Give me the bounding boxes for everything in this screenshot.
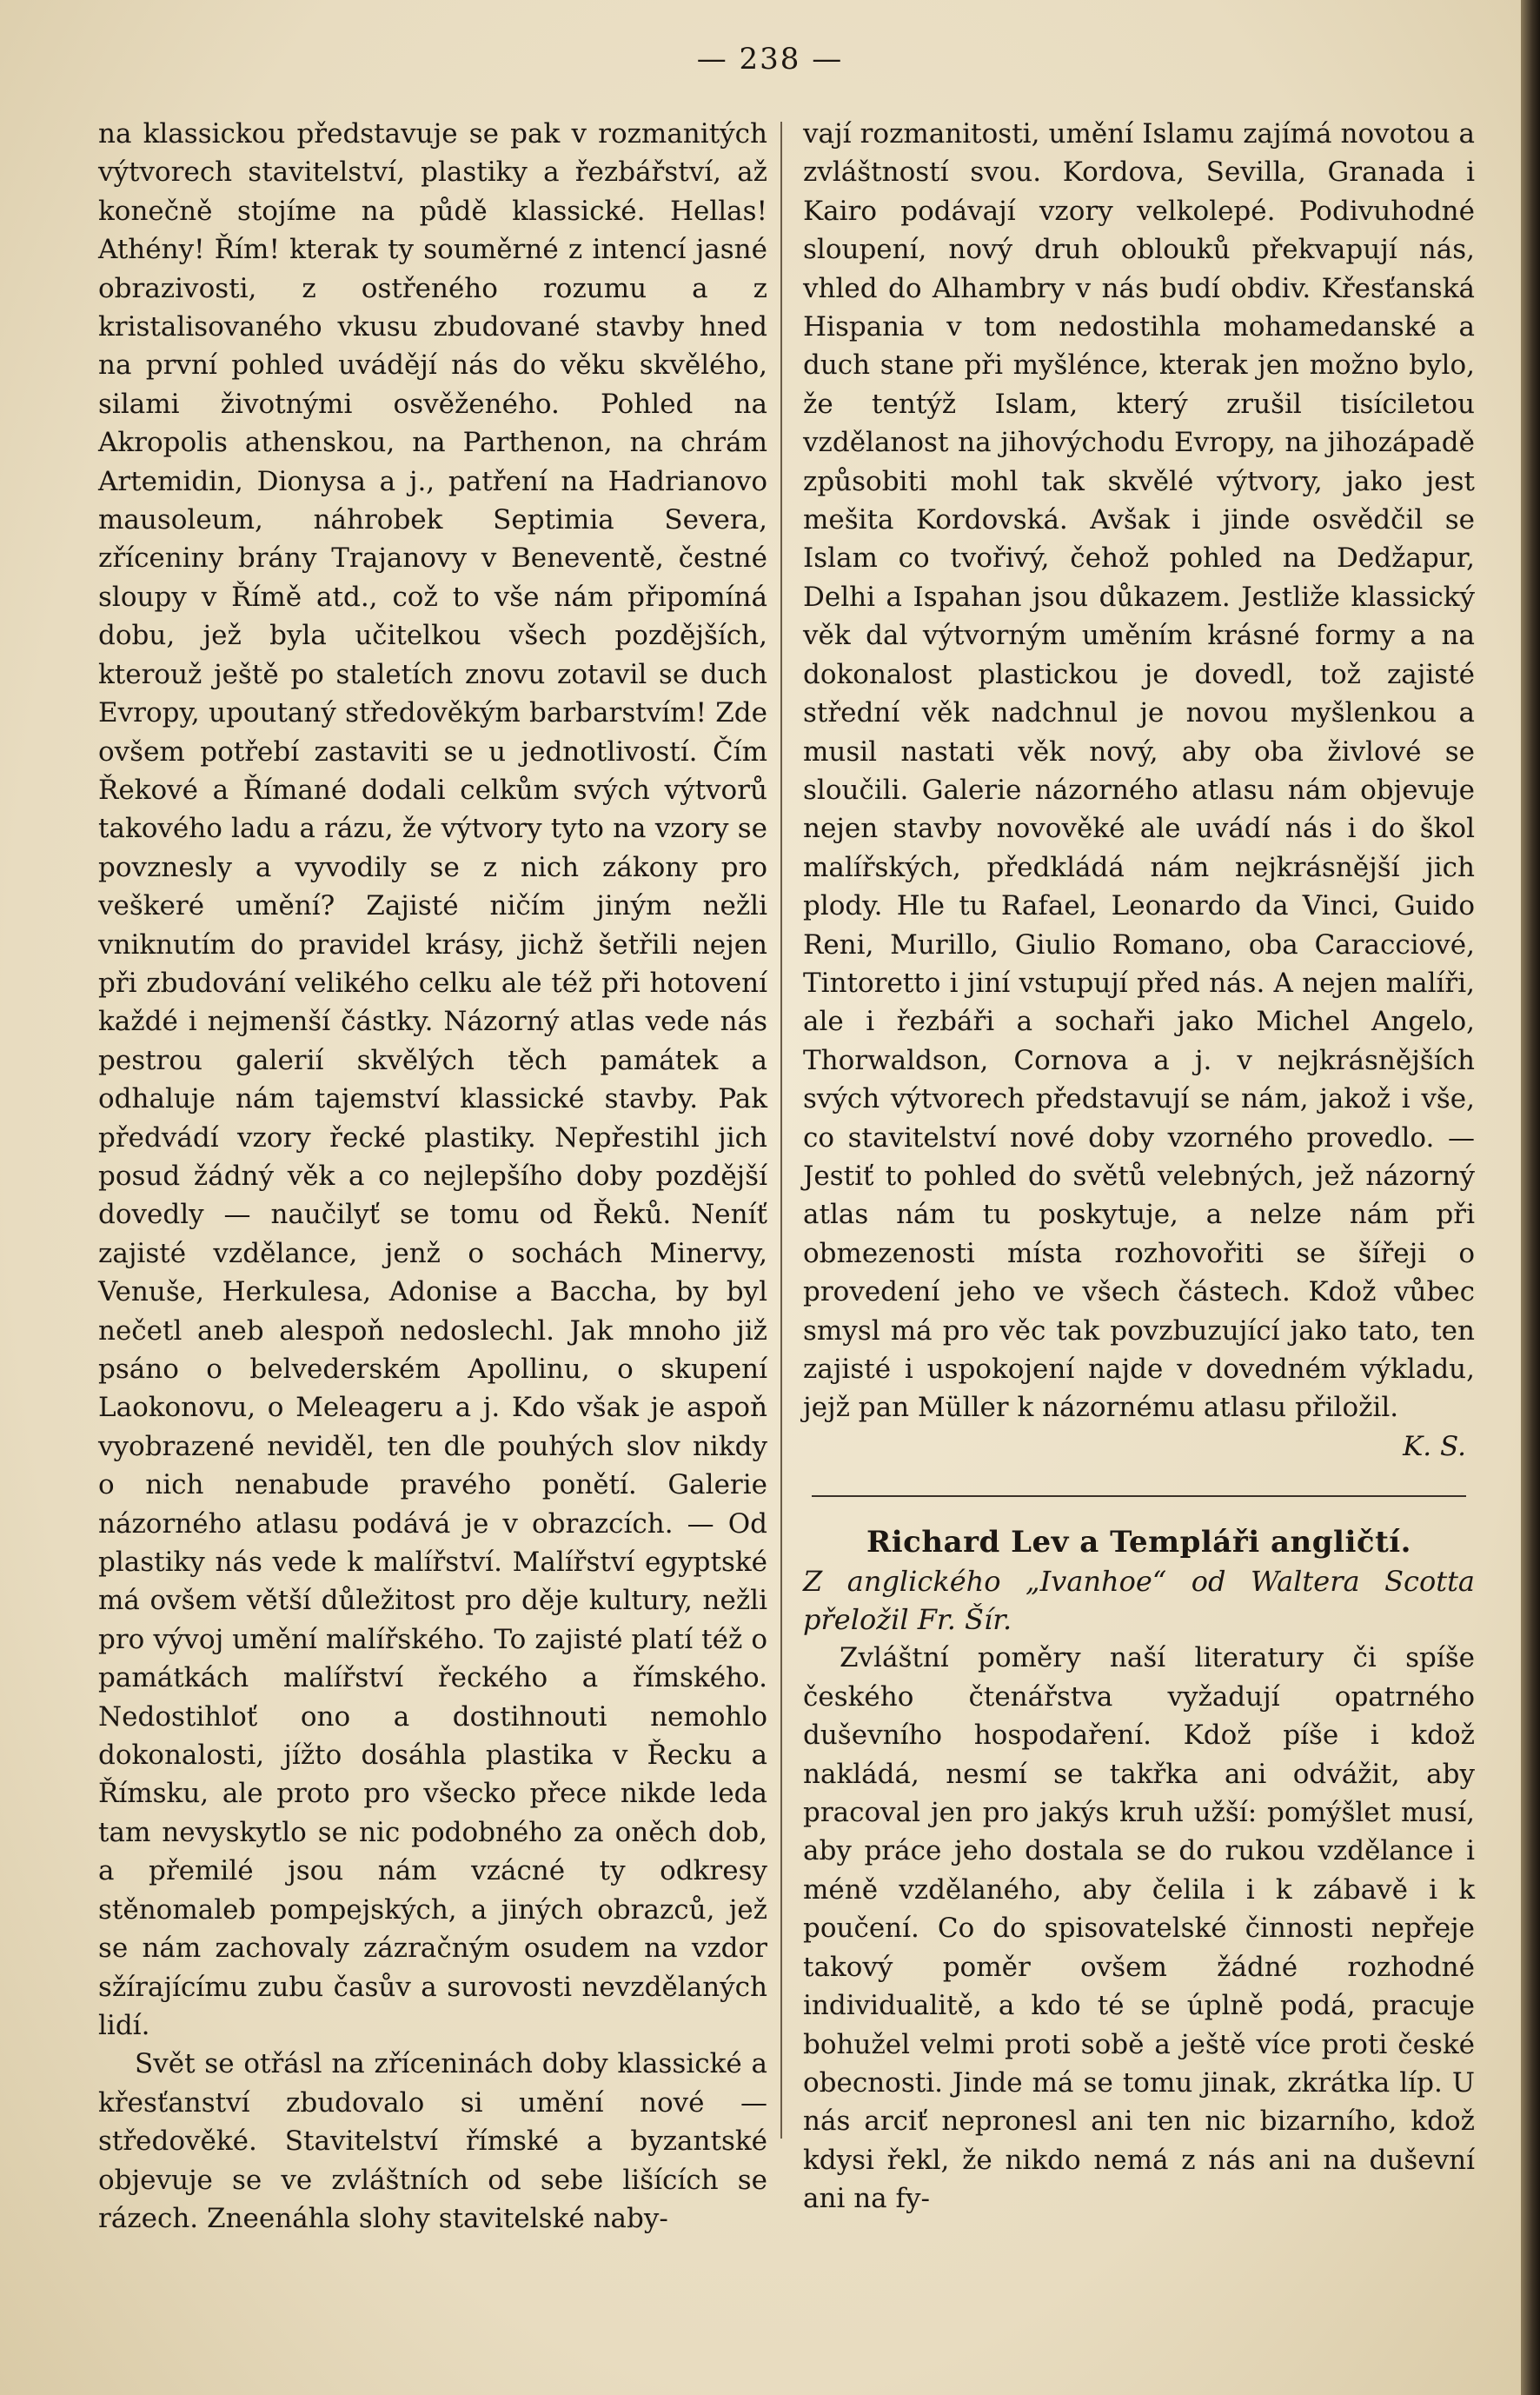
page-edge: [1521, 0, 1540, 2395]
article-body: Zvláštní poměry naší literatury či spíše českého čtenářstva vyžadují opatrného duševního hospodaření. Kdož píše i kdož nakládá, nesmí se takřka ani odvážit, aby pracoval jen pro jakýs kruh užší: pomýšlet musí, aby práce jeho dostala se do rukou vzdělance i méně vzdělaného, aby čelila i k zábavě i k poučení. Co do spisovatelské činnosti nepřeje takový poměr ovšem žádné rozhodné individualitě, a kdo té se úplně podá, pracuje bohužel velmi proti sobě a ještě více proti české obecnosti. Jinde má se tomu jinak, zkrátka líp. U nás arciť nepronesl ani ten nic bizarního, kdož kdysi řekl, že nikdo nemá z nás ani na duševní ani na fy-: [803, 1642, 1475, 2215]
section-rule: [812, 1495, 1466, 1497]
article-title: Richard Lev a Templáři angličtí.: [866, 1525, 1412, 1560]
left-paragraph-2: Svět se otřásl na zříceninách doby klassické a křesťanství zbudovalo si umění nové — středověké. Stavitelství římské a byzantské objevuje se ve zvláštních od sebe lišících se rázech. Zneenáhla slohy stavitelské naby-: [98, 2048, 767, 2234]
left-column: [98, 115, 767, 2238]
page-number: — 238 —: [696, 42, 844, 77]
signature: K. S.: [1403, 1430, 1466, 1462]
right-paragraph: vají rozmanitosti, umění Islamu zajímá novotou a zvláštností svou. Kordova, Sevilla, Granada i Kairo podávají vzory velkolepé. Podivuhodné sloupení, nový druh oblouků překvapují nás, vhled do Alhambry v nás budí obdiv. Křesťanská Hispania v tom nedostihla mohamedanské a duch stane při myšlénce, kterak jen možno bylo, že tentýž Islam, který zrušil tisíciletou vzdělanost na jihovýchodu Evropy, na jihozápadě způsobiti mohl tak skvělé výtvory, jako jest mešita Kordovská. Avšak i jinde osvědčil se Islam co tvořivý, čehož pohled na Dedžapur, Delhi a Ispahan jsou důkazem. Jestliže klassický věk dal výtvorným uměním krásné formy a na dokonalost plastickou je dovedl, tož zajisté střední věk nadchnul je novou myšlenkou a musil nastati věk nový, aby oba živlové se sloučili. Galerie názorného atlasu nám objevuje nejen stavby novověké ale uvádí nás i do škol malířských, předkládá nám nejkrásnější jich plody. Hle tu Rafael, Leonardo da Vinci, Guido Reni, Murillo, Giulio Romano, oba Caracciové, Tintoretto i jiní vstupují před nás. A nejen malíři, ale i řezbáři a sochaři jako Michel Angelo, Thorwaldson, Cornova a j. v nejkrásnějších svých výtvorech představují se nám, jakož i vše, co stavitelství nové doby vzorného provedlo. — Jestiť to pohled do světů velebných, jež názorný atlas nám tu poskytuje, a nelze nám při obmezenosti místa rozhovořiti se šířeji o provedení jeho ve všech částech. Kdož vůbec smysl má pro věc tak povzbuzující jako tato, ten zajisté i uspokojení najde v dovedném výkladu, jejž pan Müller k názornému atlasu přiložil.: [803, 118, 1475, 1424]
left-paragraph-1: na klassickou představuje se pak v rozmanitých výtvorech stavitelství, plastiky a řezbářství, až konečně stojíme na půdě klassické. Hellas! Athény! Řím! kterak ty souměrné z intencí jasné obrazivosti, z ostřeného rozumu a z kristalisovaného vkusu zbudované stavby hned na první pohled uvádějí nás do věku skvělého, silami životnými osvěženého. Pohled na Akropolis athenskou, na Parthenon, na chrám Artemidin, Dionysa a j., patření na Hadrianovo mausoleum, náhrobek Septimia Severa, zříceniny brány Trajanovy v Beneventě, čestné sloupy v Římě atd., což to vše nám připomíná dobu, jež byla učitelkou všech pozdějších, kterouž ještě po staletích znovu zotavil se duch Evropy, upoutaný středověkým barbarstvím! Zde ovšem potřebí zastaviti se u jednotlivostí. Čím Řekové a Římané dodali celkům svých výtvorů takového ladu a rázu, že výtvory tyto na vzory se povznesly a vyvodily se z nich zákony pro veškeré umění? Zajisté ničím jiným nežli vniknutím do pravidel krásy, jichž šetřili nejen při zbudování velikého celku ale též při hotovení každé i nejmenší částky. Názorný atlas vede nás pestrou galerií skvělých těch památek a odhaluje nám tajemství klassické stavby. Pak předvádí vzory řecké plastiky. Nepřestihl jich posud žádný věk a co nejlepšího doby pozdější dovedly — naučilyť se tomu od Řeků. Neníť zajisté vzdělance, jenž o sochách Minervy, Venuše, Herkulesa, Adonise a Baccha, by byl nečetl aneb alespoň nedoslechl. Jak mnoho již psáno o belvederském Apollinu, o skupení Laokonovu, o Meleageru a j. Kdo však je aspoň vyobrazené neviděl, ten dle pouhých slov nikdy o nich nenabude pravého ponětí. Galerie názorného atlasu podává je v obrazcích. — Od plastiky nás vede k malířství. Malířství egyptské má ovšem větší důležitost pro děje kultury, nežli pro vývoj umění malířského. To zajisté platí též o památkách malířství řeckého a římského. Nedostihloť ono a dostihnouti nemohlo dokonalosti, jížto dosáhla plastika v Řecku a Římsku, ale proto pro všecko přece nikde leda tam nevyskytlo se nic podobného za oněch dob, a přemilé jsou nám vzácné ty odkresy stěnomaleb pompejských, a jiných obrazců, jež se nám zachovaly zázračným osudem na vzdor sžírajícímu zubu časův a surovosti nevzdělaných lidí.: [98, 118, 767, 2041]
column-divider: [780, 122, 782, 2139]
right-column: [803, 115, 1475, 2219]
article-subtitle: Z anglického „Ivanhoe“ od Waltera Scotta přeložil Fr. Šír.: [803, 1564, 1475, 1637]
